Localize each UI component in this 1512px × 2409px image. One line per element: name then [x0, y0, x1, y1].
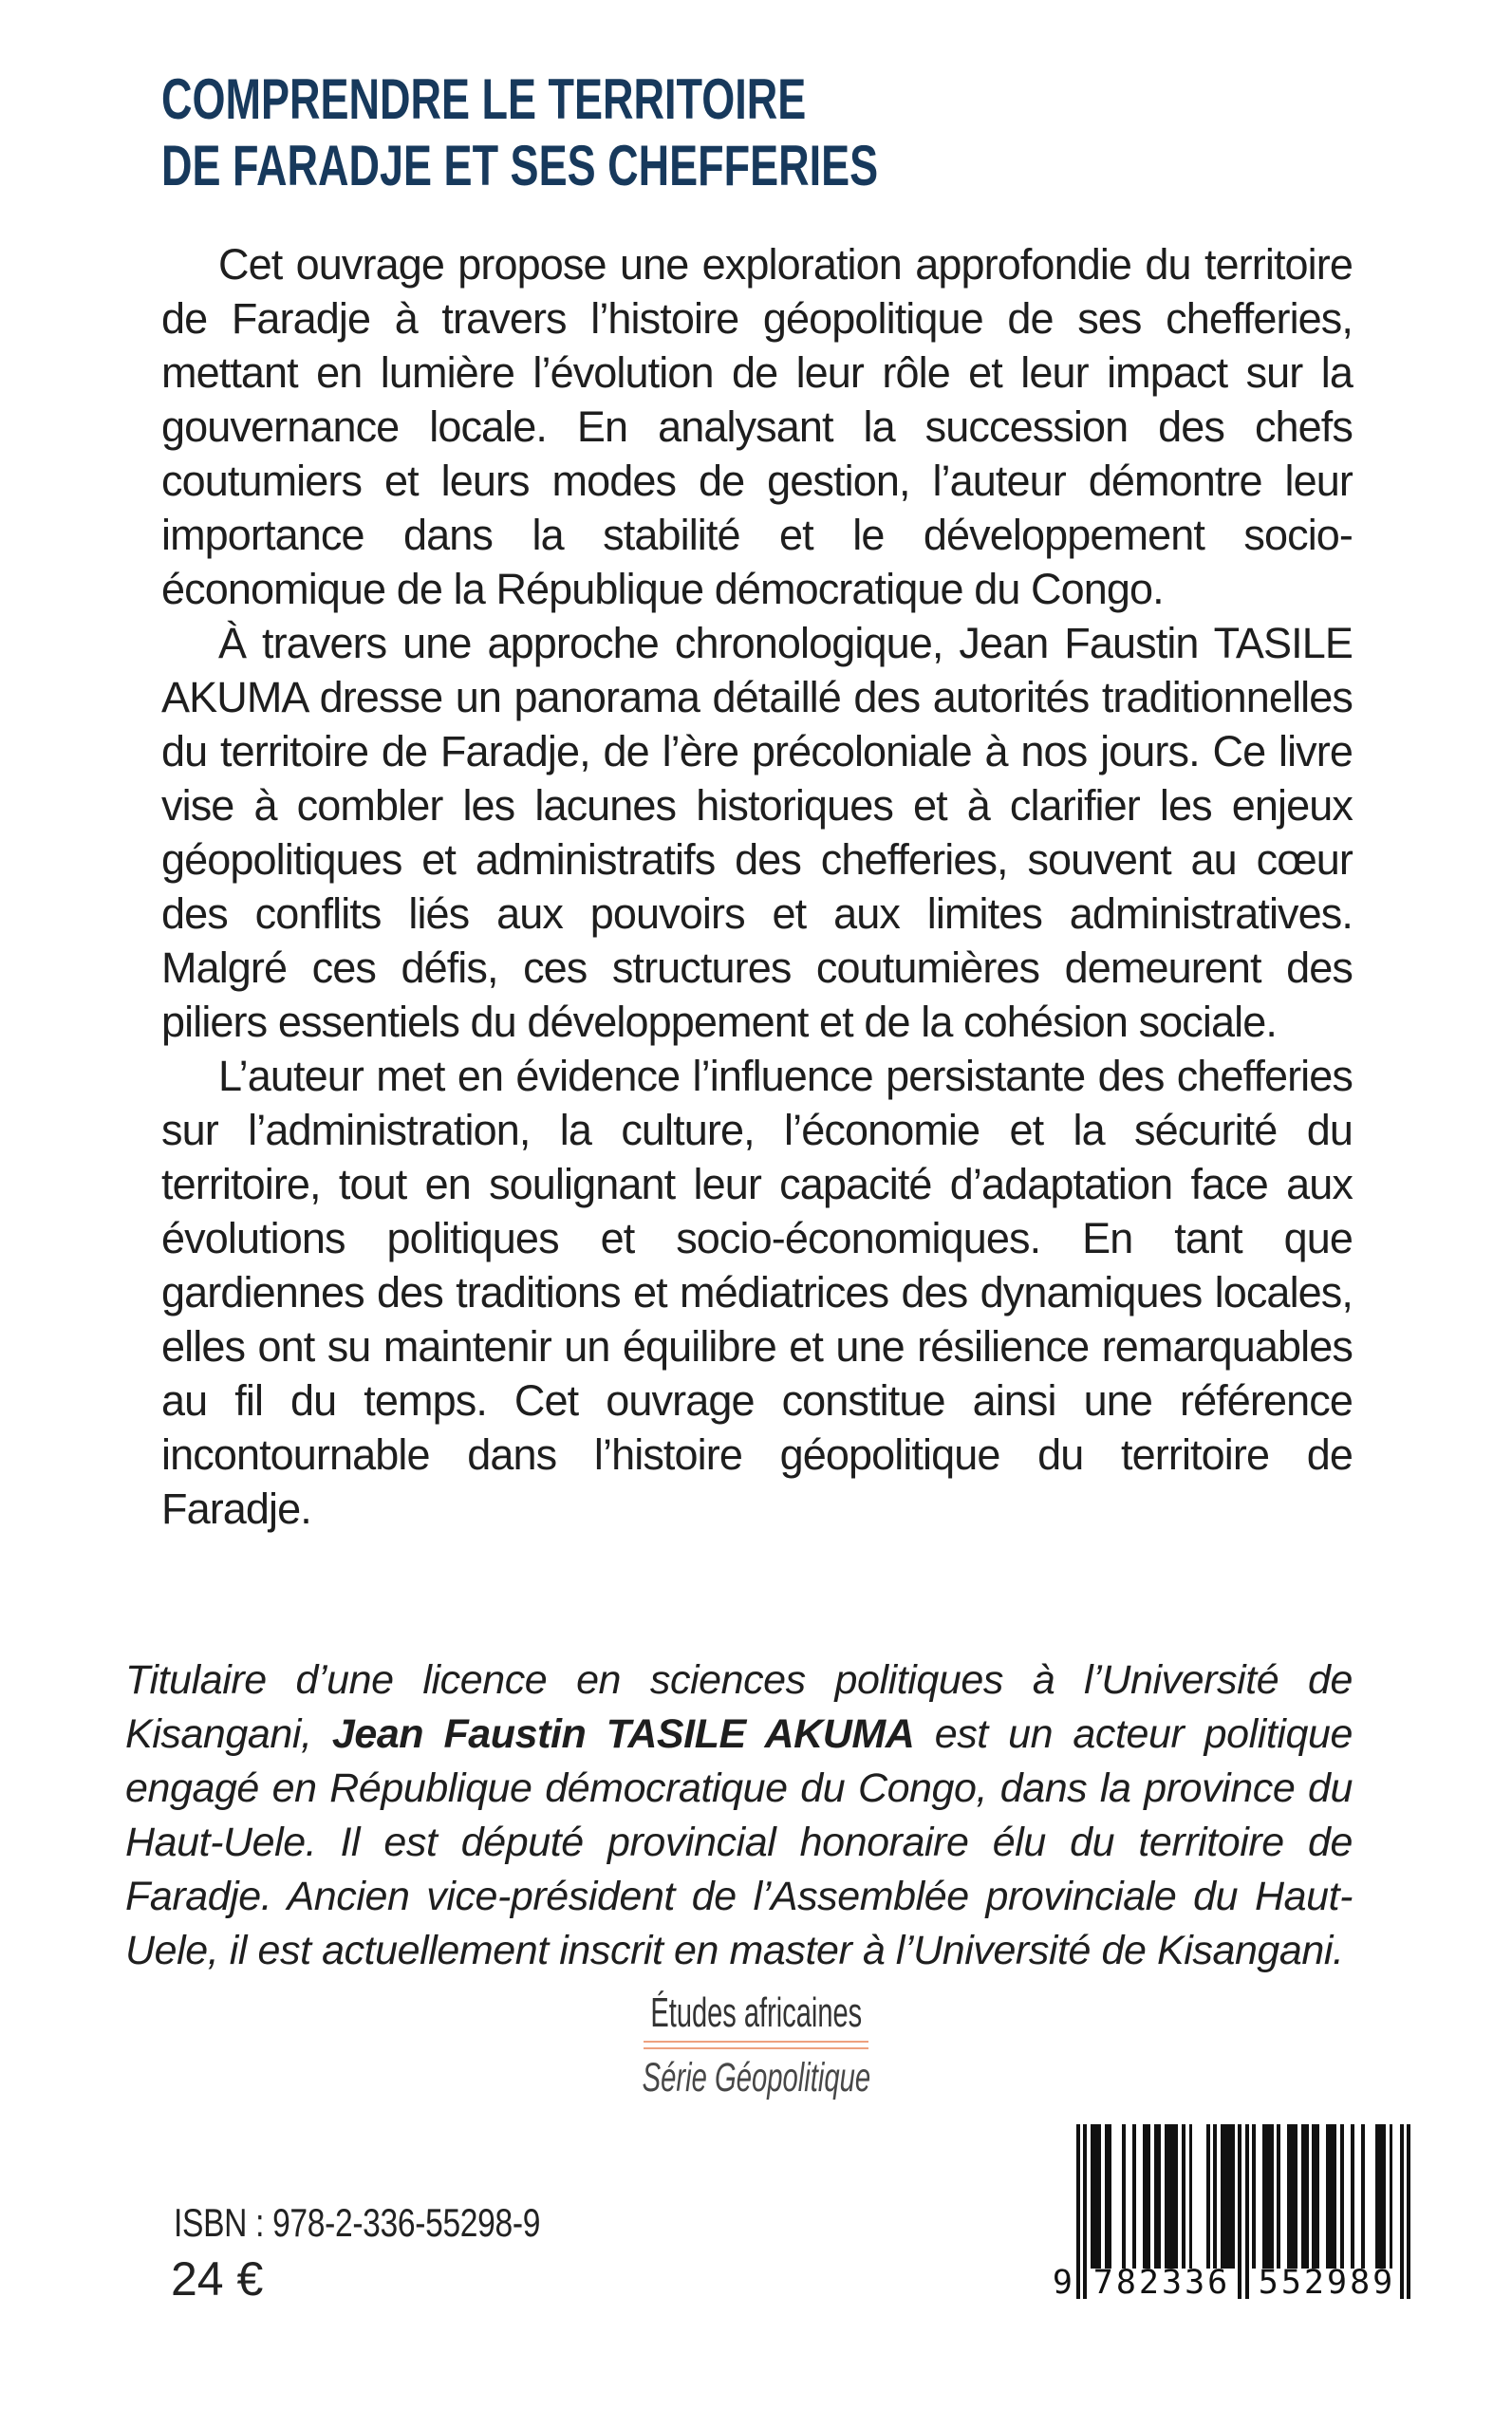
barcode — [1046, 2124, 1429, 2305]
author-bio-suffix: est un acteur politique engagé en République démocratique du Congo, dans la province du Haut-Uele. Il est député provincial honoraire élu du territoire de Faradje. Ancien vice-président de l’Assemblée provinciale du Haut-Uele, il est actuellement inscrit en master à l’Université de Kisangani. — [125, 1711, 1353, 1973]
back-cover-summary — [161, 237, 1353, 1536]
summary-paragraph-2: À travers une approche chronologique, Jean Faustin TASILE AKUMA dresse un panorama détaillé des autorités traditionnelles du territoire de Faradje, de l’ère précoloniale à nos jours. Ce livre vise à combler les lacunes historiques et à clarifier les enjeux géopolitiques et administratifs des chefferies, souvent au cœur des conflits liés aux pouvoirs et aux limites administratives. Malgré ces défis, ces structures coutumières demeurent des piliers essentiels du développement et de la cohésion sociale. — [161, 619, 1353, 1046]
summary-paragraph-1: Cet ouvrage propose une exploration approfondie du territoire de Faradje à travers l’histoire géopolitique de ses chefferies, mettant en lumière l’évolution de leur rôle et leur impact sur la gouvernance locale. En analysant la succession des chefs coutumiers et leurs modes de gestion, l’auteur démontre leur importance dans la stabilité et le développement socio-économique de la République démocratique du Congo. — [161, 240, 1353, 613]
collection-block — [0, 1991, 1512, 2100]
collection-name: Études africaines — [650, 1989, 862, 2036]
author-name: Jean Faustin TASILE AKUMA — [331, 1711, 915, 1757]
book-title — [161, 66, 1117, 199]
summary-paragraph-3: L’auteur met en évidence l’influence persistante des chefferies sur l’administration, la culture, l’économie et la sécurité du territoire, tout en soulignant leur capacité d’adaptation face aux évolutions politiques et socio-économiques. En tant que gardiennes des traditions et médiatrices des dynamiques locales, elles ont su maintenir un équilibre et une résilience remarquables au fil du temps. Cet ouvrage constitue ainsi une référence incontournable dans l’histoire géopolitique du territoire de Faradje. — [161, 1052, 1353, 1533]
isbn-text: ISBN : 978-2-336-55298-9 — [174, 2200, 541, 2245]
book-title-line-1: COMPRENDRE LE TERRITOIRE — [161, 67, 807, 131]
collection-underline-rule — [644, 2041, 868, 2049]
barcode-digit-first: 9 — [1052, 2264, 1073, 2302]
author-bio-prefix: Titulaire d’une licence en sciences politiques à l’Université de Kisangani, — [125, 1657, 1353, 1757]
series-name: Série Géopolitique — [642, 2055, 870, 2101]
barcode-digits-right: 552989 — [1258, 2264, 1396, 2302]
barcode-digits-left: 782336 — [1092, 2264, 1231, 2302]
price-text: 24 € — [171, 2252, 264, 2306]
author-bio — [125, 1653, 1353, 1978]
book-title-line-2: DE FARADJE ET SES CHEFFERIES — [161, 134, 879, 197]
